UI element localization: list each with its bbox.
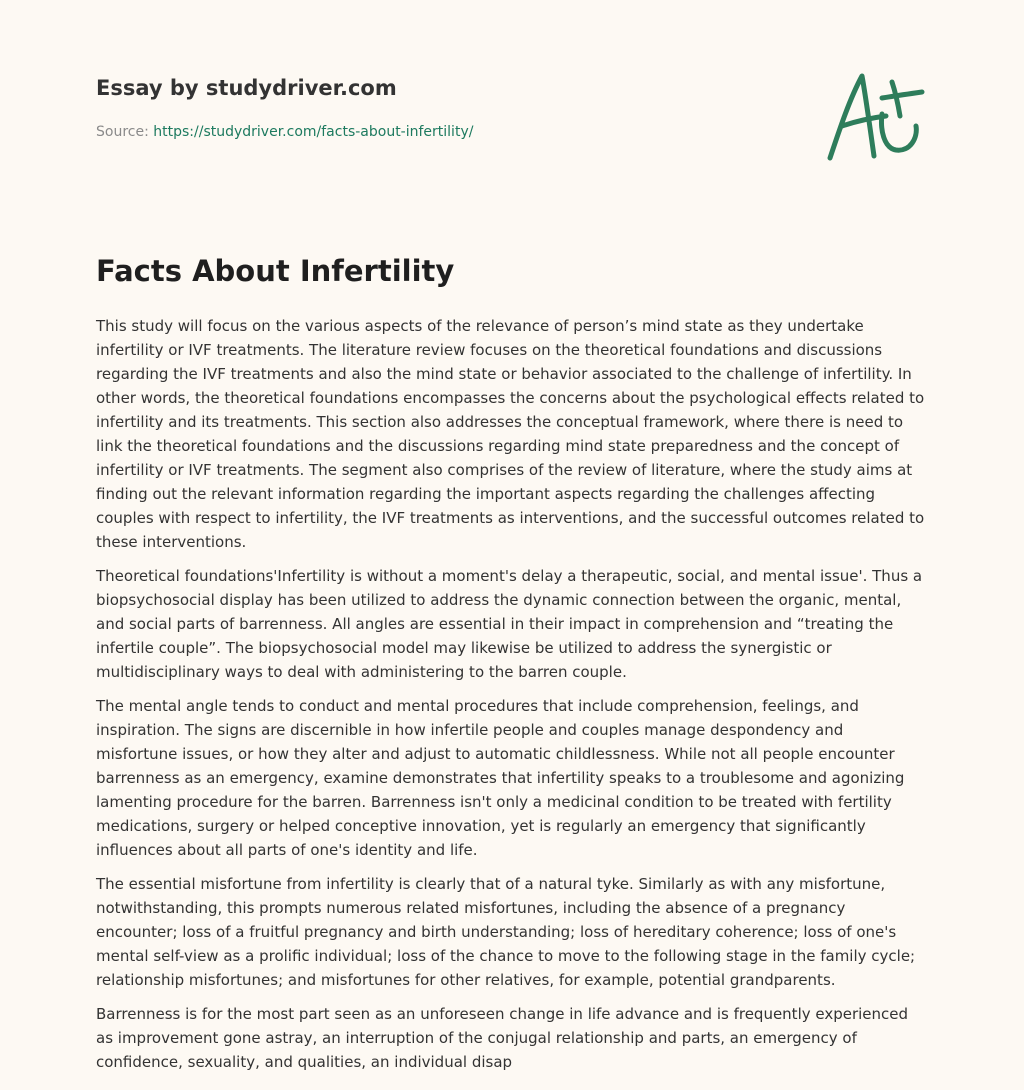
a-plus-logo-icon: [820, 68, 928, 164]
source-link[interactable]: https://studydriver.com/facts-about-infertility/: [153, 124, 474, 140]
essay-body: [96, 314, 928, 1084]
essay-paragraph: The mental angle tends to conduct and mental procedures that include comprehension, feelings, and inspiration. The signs are discernible in how infertile people and couples manage despondency and misfortune issues, or how they alter and adjust to automatic childlessness. While not all people encounter barrenness as an emergency, examine demonstrates that infertility speaks to a troublesome and agonizing lamenting procedure for the barren. Barrenness isn't only a medicinal condition to be treated with fertility medications, surgery or helped conceptive innovation, yet is regularly an emergency that significantly influences about all parts of one's identity and life.: [96, 697, 905, 859]
source-line: [96, 124, 473, 140]
essay-title: Facts About Infertility: [96, 254, 455, 288]
essay-paragraph: This study will focus on the various aspects of the relevance of person’s mind state as they undertake infertility or IVF treatments. The literature review focuses on the theoretical foundations and discussions regarding the IVF treatments and also the mind state or behavior associated to the challenge of infertility. In other words, the theoretical foundations encompasses the concerns about the psychological effects related to infertility and its treatments. This section also addresses the conceptual framework, where there is need to link the theoretical foundations and the discussions regarding mind state preparedness and the concept of infertility or IVF treatments. The segment also comprises of the review of literature, where the study aims at finding out the relevant information regarding the important aspects regarding the challenges affecting couples with respect to infertility, the IVF treatments as interventions, and the successful outcomes related to these interventions.: [96, 317, 925, 551]
essay-paragraph: Barrenness is for the most part seen as an unforeseen change in life advance and is frequently experienced as improvement gone astray, an interruption of the conjugal relationship and parts, an emergency of confidence, sexuality, and qualities, an individual disap: [96, 1005, 909, 1071]
essay-paragraph: The essential misfortune from infertility is clearly that of a natural tyke. Similarly as with any misfortune, notwithstanding, this prompts numerous related misfortunes, including the absence of a pregnancy encounter; loss of a fruitful pregnancy and birth understanding; loss of hereditary coherence; loss of one's mental self-view as a prolific individual; loss of the chance to move to the following stage in the family cycle; relationship misfortunes; and misfortunes for other relatives, for example, potential grandparents.: [96, 875, 916, 989]
essay-paragraph: Theoretical foundations'Infertility is without a moment's delay a therapeutic, social, and mental issue'. Thus a biopsychosocial display has been utilized to address the dynamic connection between the organic, mental, and social parts of barrenness. All angles are essential in their impact in comprehension and “treating the infertile couple”. The biopsychosocial model may likewise be utilized to address the synergistic or multidisciplinary ways to deal with administering to the barren couple.: [96, 567, 923, 681]
site-brand: Essay by studydriver.com: [96, 76, 397, 100]
source-label: Source:: [96, 124, 149, 140]
